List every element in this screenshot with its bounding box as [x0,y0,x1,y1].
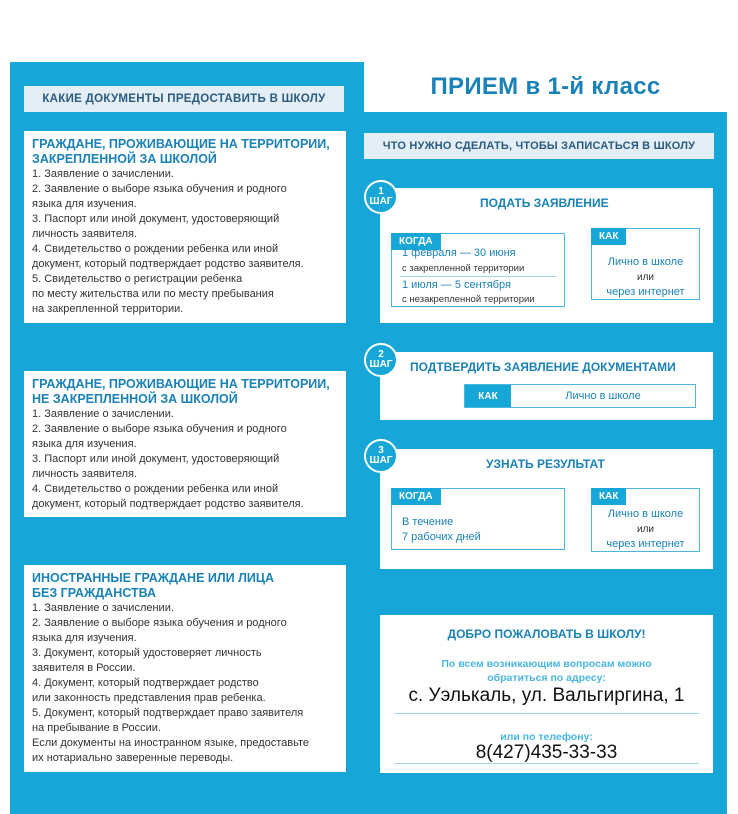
welcome-box [380,615,713,773]
doc-line: на закрепленной территории. [32,303,184,315]
doc-line: личность заявителя. [32,468,138,480]
step-3-when-box [391,488,565,550]
doc-line: 1. Заявление о зачислении. [32,602,174,614]
step-3-how-box [591,488,700,552]
phone-value: 8(427)435-33-33 [475,742,618,763]
doc-line: по месту жительства или по месту пребывания [32,288,274,300]
step-2-title: ПОДТВЕРДИТЬ ЗАЯВЛЕНИЕ ДОКУМЕНТАМИ [410,360,676,374]
doc-line: 1. Заявление о зачислении. [32,408,174,420]
when-label: КОГДА [391,233,441,250]
doc-line: 2. Заявление о выборе языка обучения и родного [32,423,287,435]
doc-line: 2. Заявление о выборе языка обучения и родного [32,183,287,195]
doc-line: заявителя в России. [32,662,136,674]
when-divider [400,276,556,277]
how-label: КАК [591,488,626,505]
doc-heading: ИНОСТРАННЫЕ ГРАЖДАНЕ ИЛИ ЛИЦА БЕЗ ГРАЖДАНСТВА [32,571,274,600]
step-1-how-box [591,228,700,300]
step-2-badge: 2 ШАГ [364,343,398,377]
when-line: 7 рабочих дней [402,531,481,543]
when-note: с незакрепленной территории [402,294,535,305]
doc-line: 2. Заявление о выборе языка обучения и родного [32,617,287,629]
step-1-title: ПОДАТЬ ЗАЯВЛЕНИЕ [480,196,609,210]
doc-line: или законность представления прав ребенка. [32,692,266,704]
doc-line: 4. Свидетельство о рождении ребенка или иной [32,483,279,495]
doc-heading: ГРАЖДАНЕ, ПРОЖИВАЮЩИЕ НА ТЕРРИТОРИИ, ЗАКРЕПЛЕННОЙ ЗА ШКОЛОЙ [32,137,330,166]
right-margin [727,0,738,814]
documents-unassigned-territory [24,371,346,517]
step-1-box [380,188,713,323]
when-date: 1 февраля — 30 июня [402,247,516,259]
doc-line: на пребывание в России. [32,722,161,734]
address-question: обратиться по адресу: [487,672,606,684]
how-line: через интернет [606,538,685,550]
when-date: 1 июля — 5 сентября [402,279,511,291]
how-label: КАК [591,228,626,245]
how-line: Лично в школе [607,256,684,268]
doc-heading: ГРАЖДАНЕ, ПРОЖИВАЮЩИЕ НА ТЕРРИТОРИИ, НЕ ЗАКРЕПЛЕННОЙ ЗА ШКОЛОЙ [32,377,330,406]
how-value: Лично в школе [565,390,641,402]
doc-line: документ, который подтверждает родство заявителя. [32,258,304,270]
doc-line: языка для изучения. [32,632,137,644]
address-question: По всем возникающим вопросам можно [441,658,652,670]
doc-line: их нотариально заверенные переводы. [32,752,234,764]
doc-line: 4. Документ, который подтверждает родство [32,677,259,689]
when-note: с закрепленной территории [402,263,525,274]
doc-line: языка для изучения. [32,198,137,210]
how-label: КАК [465,385,511,407]
how-line: Лично в школе [607,508,684,520]
steps-header: ЧТО НУЖНО СДЕЛАТЬ, ЧТОБЫ ЗАПИСАТЬСЯ В ШКОЛУ [364,133,714,159]
doc-line: 5. Свидетельство о регистрации ребенка [32,273,243,285]
step-3-box [380,449,713,569]
when-label: КОГДА [391,488,441,505]
documents-header: КАКИЕ ДОКУМЕНТЫ ПРЕДОСТАВИТЬ В ШКОЛУ [24,86,344,112]
doc-line: языка для изучения. [32,438,137,450]
doc-line: 3. Паспорт или иной документ, удостоверяющий [32,453,280,465]
how-or: или [636,272,654,283]
address-value: с. Уэлькаль, ул. Вальгиргина, 1 [408,685,685,706]
documents-foreign-citizens [24,565,346,772]
doc-line: 4. Свидетельство о рождении ребенка или иной [32,243,279,255]
step-1-badge: 1 ШАГ [364,180,398,214]
page-title: ПРИЕМ в 1-й класс [430,73,661,100]
how-or: или [636,524,654,535]
doc-line: 3. Документ, который удостоверяет личность [32,647,262,659]
how-line: через интернет [606,286,685,298]
step-3-title: УЗНАТЬ РЕЗУЛЬТАТ [486,457,605,471]
doc-line: 3. Паспорт или иной документ, удостоверяющий [32,213,280,225]
step-2-how-bar [464,384,696,408]
doc-line: личность заявителя. [32,228,138,240]
doc-line: документ, который подтверждает родство заявителя. [32,498,304,510]
welcome-title: ДОБРО ПОЖАЛОВАТЬ В ШКОЛУ! [447,627,646,641]
doc-line: 5. Документ, который подтверждает право заявителя [32,707,304,719]
step-1-when-box [391,233,565,307]
when-line: В течение [402,516,454,528]
doc-line: Если документы на иностранном языке, предоставьте [32,737,310,749]
phone-underline [394,763,699,764]
documents-assigned-territory [24,131,346,323]
phone-question: или по телефону: [500,731,593,743]
step-3-badge: 3 ШАГ [364,439,398,473]
address-underline [394,713,699,714]
doc-line: 1. Заявление о зачислении. [32,168,174,180]
